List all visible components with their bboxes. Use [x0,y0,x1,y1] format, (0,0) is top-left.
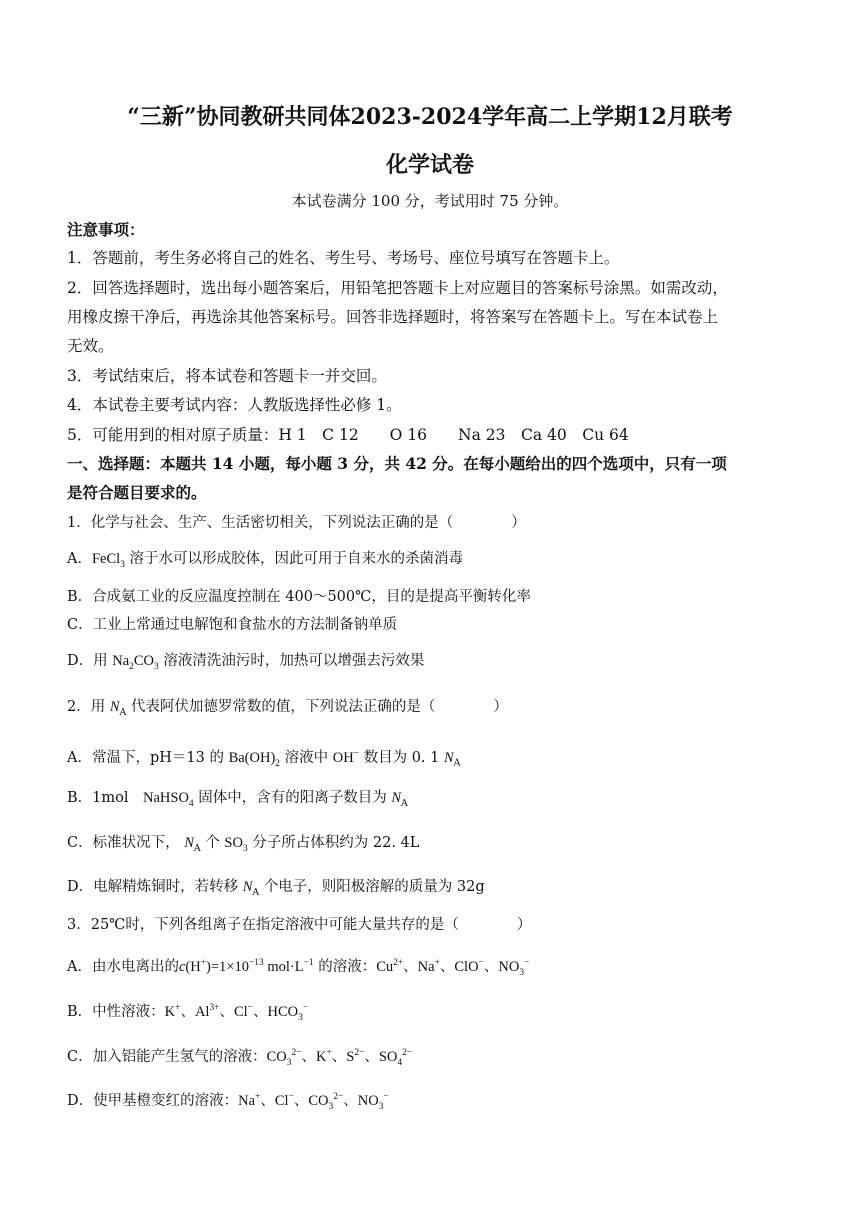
note-3: 3．考试结束后，将本试卷和答题卡一并交回。 [67,367,387,385]
q1-option-d-text: 溶液清洗油污时，加热可以增强去污效果 [163,653,425,669]
q1-option-a-text: 溶于水可以形成胶体，因此可用于自来水的杀菌消毒 [129,551,463,567]
q3-option-a: A．由水电离出的$c(H^+)=1\times 10^{-13}$ $mol\cdot L^{-1}$ 的溶液：$Cu^{2+}$、Na+、ClO−、$NO_3^-$ [67,958,530,978]
section-heading-line-2: 是符合题目要求的。 [67,483,207,502]
q1-option-a: A．FeCl$_3$ 溶于水可以形成胶体，因此可用于自来水的杀菌消毒 [67,551,463,570]
q2-option-b-pre: B．1mol [67,790,129,806]
exam-info: 本试卷满分 100 分，考试用时 75 分钟。 [291,192,569,210]
q2-option-a-post: 数目为 0. 1 [363,749,440,766]
note-2-line-2: 用橡皮擦干净后，再选涂其他答案标号。回答非选择题时，将答案写在答题卡上。写在本试卷上 [67,308,719,326]
notes-heading: 注意事项： [67,220,145,239]
q3-option-a-post: 的溶液： [318,958,377,975]
q2-option-c-pre: C．标准状况下， [67,835,180,851]
note-4: 4．本试卷主要考试内容：人教版选择性必修 1。 [67,396,402,414]
q3-option-b: B．中性溶液：K+、$Al^{3+}$、Cl−、$HCO_3^-$ [67,1003,309,1023]
note-2-line-3: 无效。 [67,337,114,355]
q2-option-b-mid: 固体中，含有的阳离子数目为 [198,790,387,806]
q2-stem: 2．用 $N_A$ 代表阿伏加德罗常数的值，下列说法正确的是（ ） [67,699,508,718]
q3-option-a-pre: A．由水电离出的 [67,958,179,975]
q2-option-d: D．电解精炼铜时，若转移 $N_A$ 个电子，则阳极溶解的质量为 32g [67,879,485,898]
q1-option-c: C．工业上常通过电解饱和食盐水的方法制备钠单质 [67,617,398,633]
q2-option-b: B．1mol NaHSO$_4$ 固体中，含有的阳离子数目为 $N_A$ [67,790,408,809]
note-5: 5．可能用到的相对原子质量：H 1 C 12 O 16 Na 23 Ca 40 Cu 64 [67,426,629,444]
exam-title: “三新”协同教研共同体2023-2024学年高二上学期12月联考 [127,104,733,130]
q2-option-a-pre: A．常温下，pH＝13 的 [67,749,224,766]
q3-option-b-pre: B．中性溶液： [67,1003,165,1020]
q1-stem: 1．化学与社会、生产、生活密切相关，下列说法正确的是（ ） [67,515,526,531]
q3-option-c-pre: C．加入铝能产生氢气的溶液： [67,1048,267,1065]
q2-stem-text: 代表阿伏加德罗常数的值，下列说法正确的是（ ） [130,699,508,715]
q2-option-c-post: 分子所占体积约为 22. 4L [252,835,420,851]
note-2-line-1: 2．回答选择题时，选出每小题答案后，用铅笔把答题卡上对应题目的答案标号涂黑。如需改动， [67,279,728,297]
note-1: 1．答题前，考生务必将自己的姓名、考生号、考场号、座位号填写在答题卡上。 [67,249,620,267]
q1-option-b: B．合成氨工业的反应温度控制在 400～500℃，目的是提高平衡转化率 [67,589,531,605]
q1-option-d: D．用 $Na_2CO_3$ 溶液清洗油污时，加热可以增强去污效果 [67,653,425,672]
section-heading-line-1: 一、选择题：本题共 14 小题，每小题 3 分，共 42 分。在每小题给出的四个选项中，只有一项 [67,454,727,473]
q2-option-c-mid: 个 [205,835,220,851]
q3-option-c: C．加入铝能产生氢气的溶液：$CO_3^{2-}$、K+、$S^{2-}$、$SO_4^{2-}$ [67,1048,413,1068]
q3-stem: 3．25℃时，下列各组离子在指定溶液中可能大量共存的是（ ） [67,917,532,933]
q3-option-d: D．使甲基橙变红的溶液：Na+、Cl−、$CO_3^{2-}$、$NO_3^-$ [67,1092,389,1112]
q2-option-a-mid: 溶液中 [284,749,329,766]
q2-option-c: C．标准状况下， $N_A$ 个 $SO_3$ 分子所占体积约为 22. 4L [67,835,420,854]
q2-option-d-pre: D．电解精炼铜时，若转移 [67,879,239,895]
subject-title: 化学试卷 [385,152,474,178]
q3-option-d-pre: D．使甲基橙变红的溶液： [67,1092,239,1109]
q2-option-d-post: 个电子，则阳极溶解的质量为 32g [263,879,485,895]
q2-option-a: A．常温下，pH＝13 的 $Ba(OH)_2$ 溶液中 OH− 数目为 0. 1 $N_A$ [67,749,461,769]
